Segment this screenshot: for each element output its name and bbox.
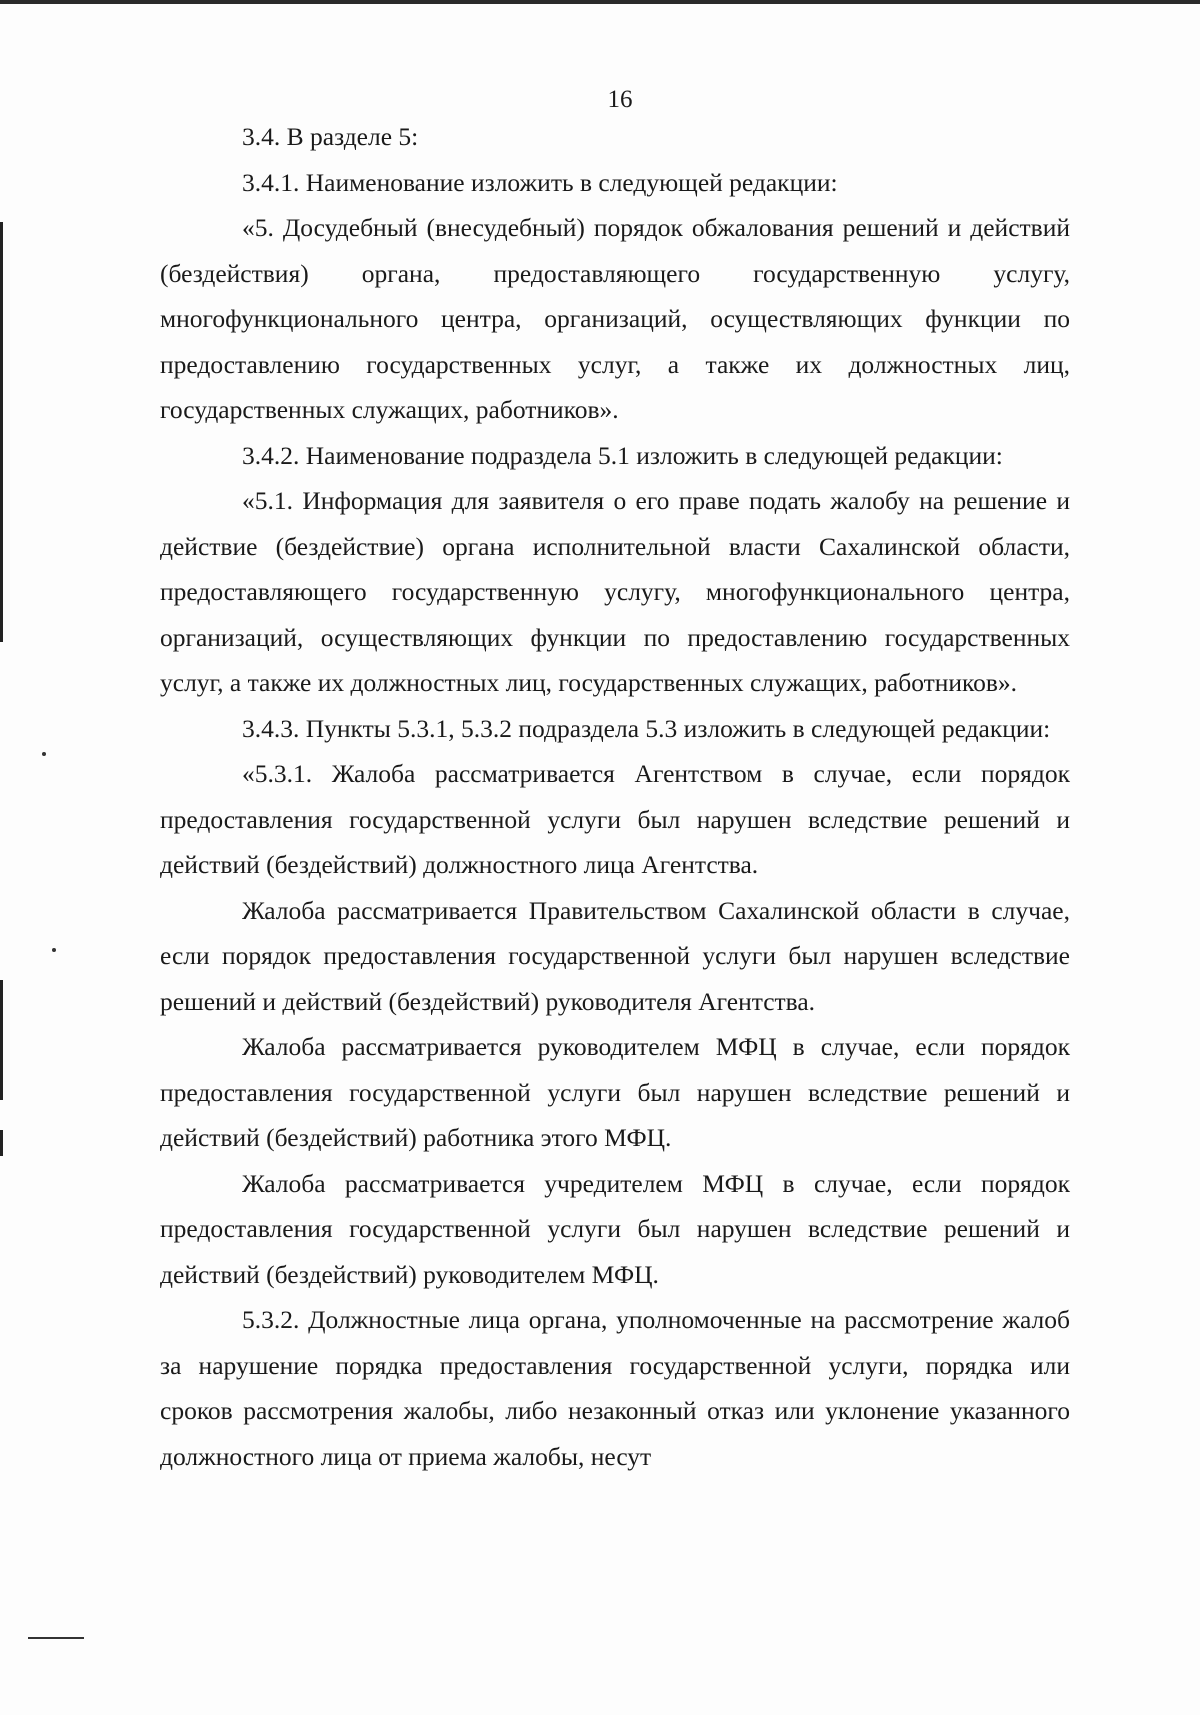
- scan-top-border: [0, 0, 1200, 4]
- scan-edge-mark: [0, 1130, 3, 1156]
- paragraph-complaint-mfc-head: Жалоба рассматривается руководителем МФЦ в случае, если порядок предоставления государственной услуги был нарушен вследствие решений и действий (бездействий) работника этого МФЦ.: [160, 1032, 1070, 1152]
- scan-edge-mark: [0, 222, 3, 642]
- paragraph-3-4-2: 3.4.2. Наименование подраздела 5.1 изложить в следующей редакции:: [242, 440, 1003, 470]
- paragraph-3-4-1: 3.4.1. Наименование изложить в следующей редакции:: [242, 167, 838, 197]
- paragraph-section-3-4: 3.4. В разделе 5:: [242, 122, 419, 151]
- document-body: [160, 114, 1070, 1479]
- paragraph-complaint-mfc-founder: Жалоба рассматривается учредителем МФЦ в случае, если порядок предоставления государственной услуги был нарушен вследствие решений и действий (бездействий) руководителем МФЦ.: [160, 1168, 1070, 1289]
- scan-speck: [52, 948, 56, 952]
- footer-rule: [28, 1637, 84, 1639]
- paragraph-complaint-government: Жалоба рассматривается Правительством Сахалинской области в случае, если порядок предоставления государственной услуги был нарушен вследствие решений и действий (бездействий) руководителя Агентства.: [160, 895, 1070, 1016]
- paragraph-5-3-1: «5.3.1. Жалоба рассматривается Агентством в случае, если порядок предоставления государственной услуги был нарушен вследствие решений и действий (бездействий) должностного лица Агентства.: [160, 759, 1070, 879]
- paragraph-subsection-5-1-title: «5.1. Информация для заявителя о его праве подать жалобу на решение и действие (бездействие) органа исполнительной власти Сахалинской области, предоставляющего государственную услугу, многофункционального центра, организаций, осуществляющих функции по предоставлению государственных услуг, а также их должностных лиц, государственных служащих, работников».: [160, 486, 1070, 697]
- paragraph-section-5-title: «5. Досудебный (внесудебный) порядок обжалования решений и действий (бездействия) органа, предоставляющего государственную услугу, многофункционального центра, организаций, осуществляющих функции по предоставлению государственных услуг, а также их должностных лиц, государственных служащих, работников».: [160, 213, 1070, 424]
- scan-edge-mark: [0, 980, 3, 1100]
- page-number: 16: [607, 86, 633, 113]
- paragraph-3-4-3: 3.4.3. Пункты 5.3.1, 5.3.2 подраздела 5.3 изложить в следующей редакции:: [242, 713, 1051, 743]
- paragraph-5-3-2: 5.3.2. Должностные лица органа, уполномоченные на рассмотрение жалоб за нарушение порядка предоставления государственной услуги, порядка или сроков рассмотрения жалобы, либо незаконный отказ или уклонение указанного должностного лица от приема жалобы, несут: [160, 1305, 1070, 1471]
- scan-speck: [42, 752, 46, 756]
